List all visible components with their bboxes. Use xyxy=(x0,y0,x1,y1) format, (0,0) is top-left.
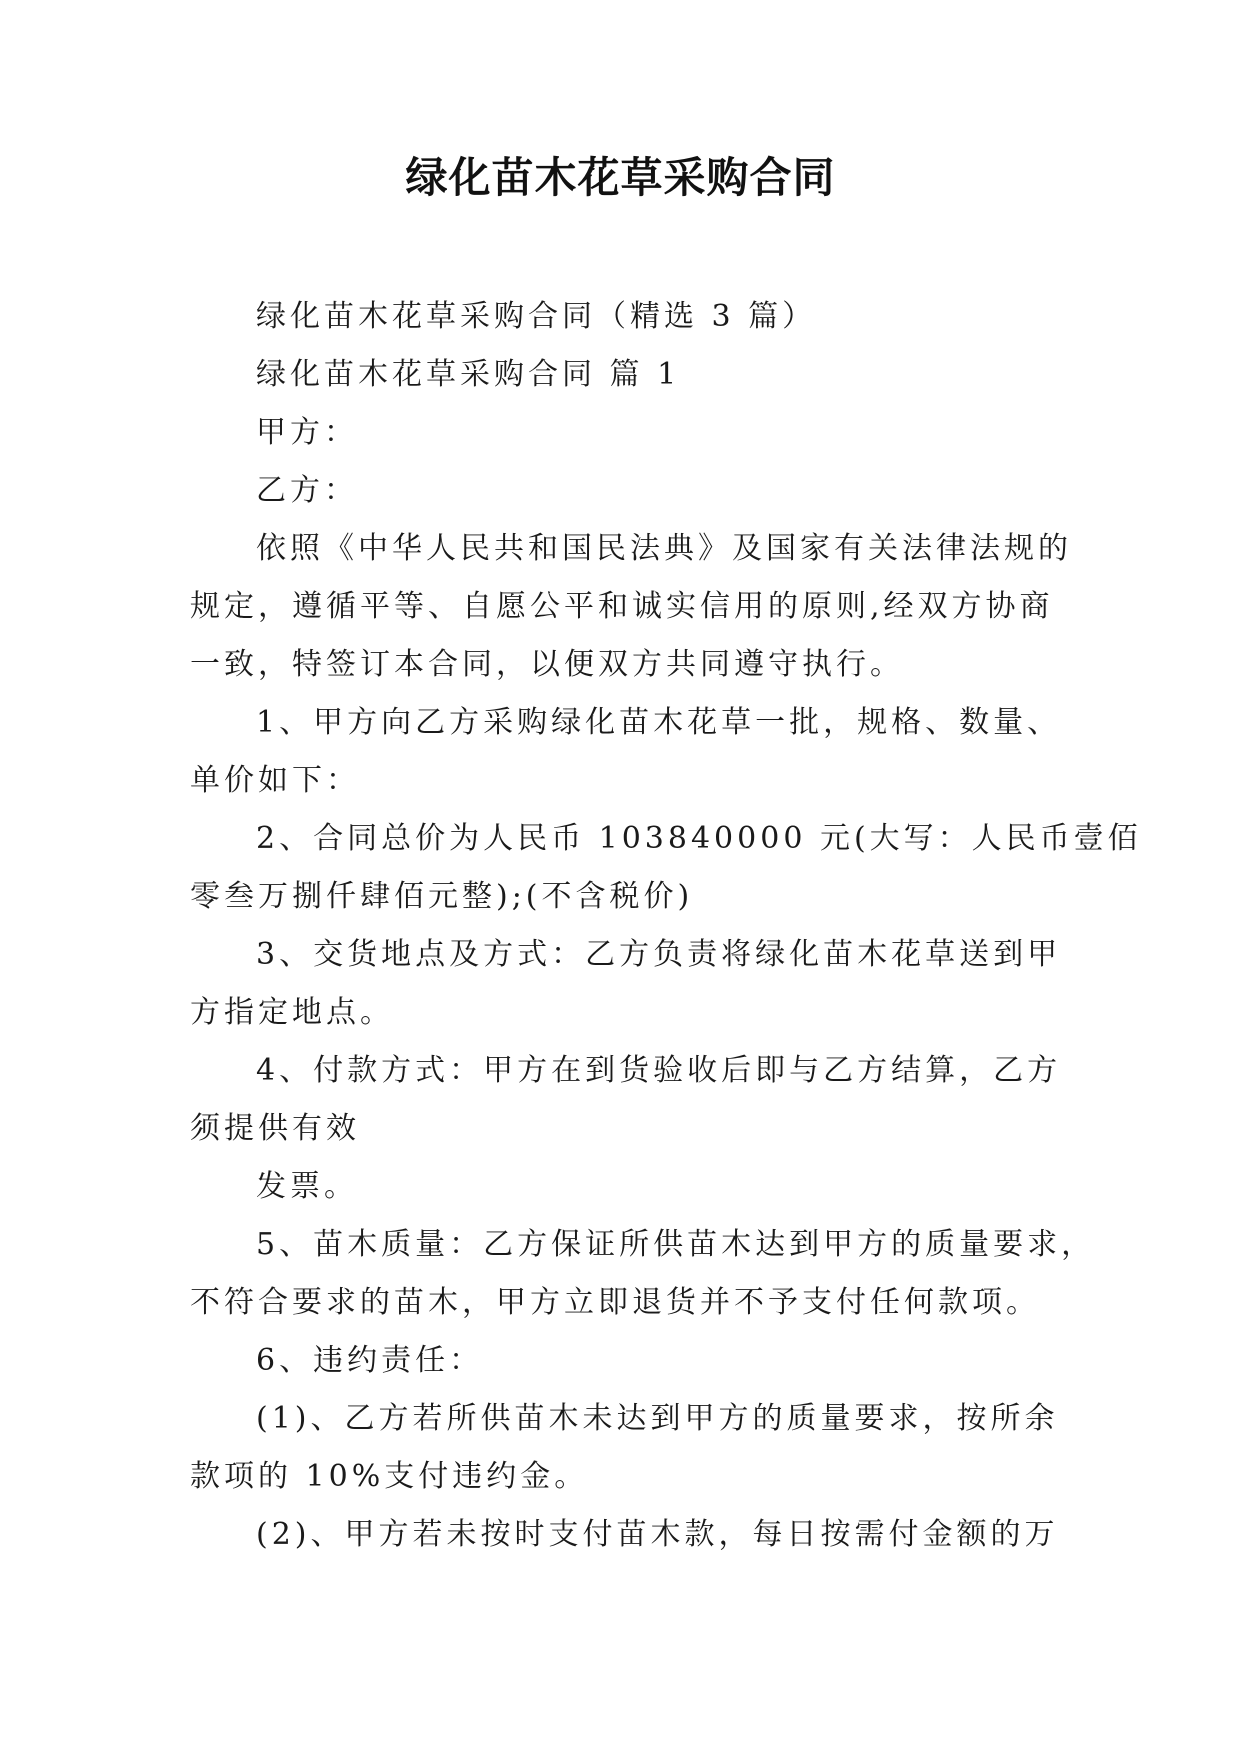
text-line-party-b: 乙方： xyxy=(256,473,358,508)
text-line-clause-1: 单价如下： xyxy=(190,763,360,798)
text-line-clause-6-2: (2)、甲方若未按时支付苗木款，每日按需付金额的万 xyxy=(256,1517,1059,1552)
document-title: 绿化苗木花草采购合同 xyxy=(405,153,836,202)
text-line-clause-4: 须提供有效 xyxy=(190,1111,360,1146)
text-line-clause-3: 方指定地点。 xyxy=(190,995,394,1030)
text-line-clause-6-1: 款项的 10%支付违约金。 xyxy=(190,1459,589,1494)
text-line-preamble: 规定，遵循平等、自愿公平和诚实信用的原则,经双方协商 xyxy=(190,589,1054,624)
text-line-clause-2: 零叁万捌仟肆佰元整);(不含税价) xyxy=(190,879,694,914)
text-line-clause-4: 4、付款方式：甲方在到货验收后即与乙方结算，乙方 xyxy=(256,1053,1062,1088)
text-line-clause-3: 3、交货地点及方式：乙方负责将绿化苗木花草送到甲 xyxy=(256,937,1062,972)
text-line-clause-5: 不符合要求的苗木，甲方立即退货并不予支付任何款项。 xyxy=(190,1285,1040,1320)
text-line-section-heading: 绿化苗木花草采购合同 篇 1 xyxy=(256,357,681,392)
text-line-clause-4: 发票。 xyxy=(256,1169,358,1204)
text-line-party-a: 甲方： xyxy=(256,415,358,450)
text-line-clause-5: 5、苗木质量：乙方保证所供苗木达到甲方的质量要求， xyxy=(256,1227,1096,1262)
document-body xyxy=(190,288,1142,1564)
text-line-preamble: 依照《中华人民共和国民法典》及国家有关法律法规的 xyxy=(256,531,1072,566)
text-line-clause-2: 2、合同总价为人民币 103840000 元(大写：人民币壹佰 xyxy=(256,821,1142,856)
text-line-clause-6: 6、违约责任： xyxy=(256,1343,484,1378)
text-line-clause-6-1: (1)、乙方若所供苗木未达到甲方的质量要求，按所余 xyxy=(256,1401,1059,1436)
text-line-preamble: 一致，特签订本合同，以便双方共同遵守执行。 xyxy=(190,647,904,682)
text-line-clause-1: 1、甲方向乙方采购绿化苗木花草一批，规格、数量、 xyxy=(256,705,1062,740)
text-line-subtitle: 绿化苗木花草采购合同（精选 3 篇） xyxy=(256,299,817,334)
